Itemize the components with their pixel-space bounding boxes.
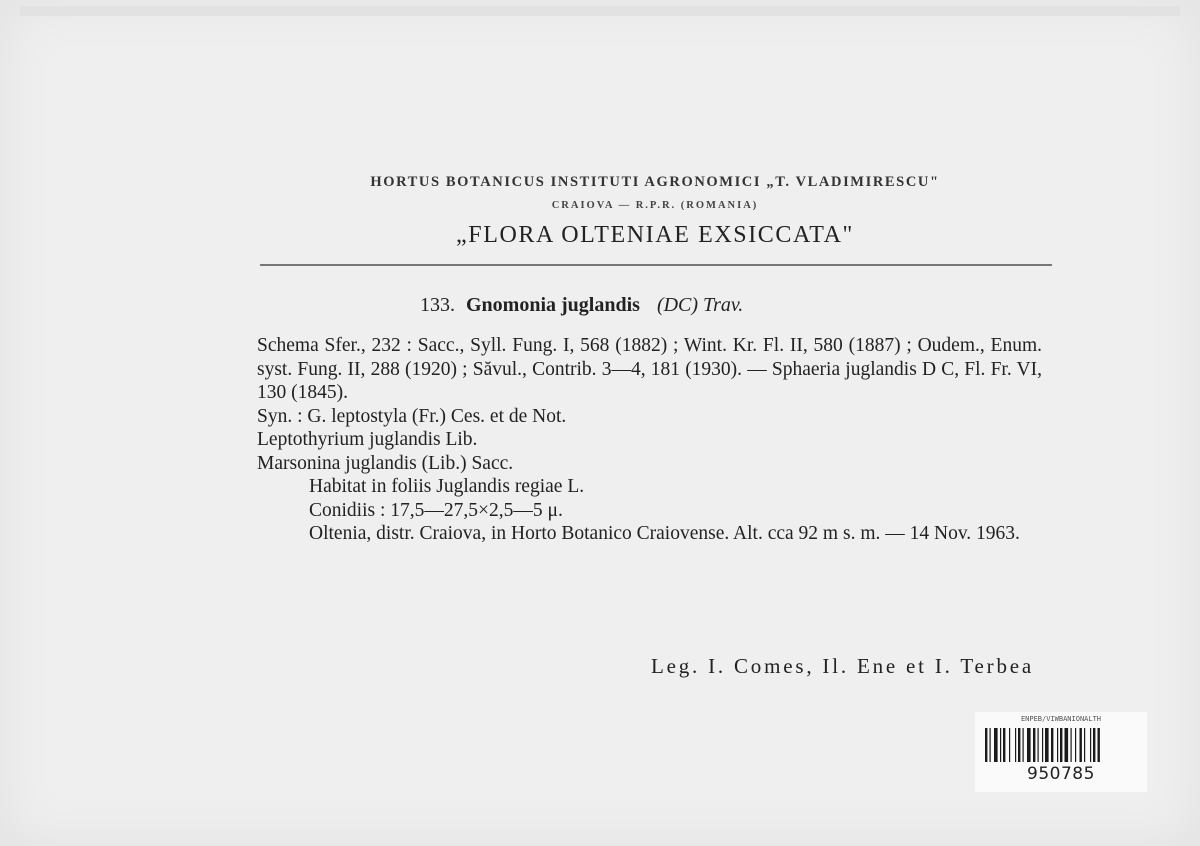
bibliography [257, 334, 1042, 546]
barcode-bar [1075, 728, 1076, 762]
barcode-bar [1084, 728, 1085, 762]
barcode-bar [1051, 728, 1053, 762]
place-line: CRAIOVA — R.P.R. (ROMANIA) [551, 200, 759, 211]
synonym-line: Marsonina juglandis (Lib.) Sacc. [257, 452, 514, 474]
barcode-bar [994, 728, 998, 762]
species-name: Gnomonia juglandis [466, 294, 640, 316]
barcode-bar [1015, 728, 1016, 762]
divider [260, 264, 1052, 266]
species-number: 133. [420, 294, 455, 316]
barcode-bar [1018, 728, 1020, 762]
synonym-line: Leptothyrium juglandis Lib. [257, 429, 478, 450]
barcode-bar [1027, 728, 1031, 762]
barcode-number: 950785 [1027, 764, 1095, 784]
bibliography-entry: Schema Sfer., 232 : Sacc., Syll. Fung. I, 568 (1882) ; Wint. Kr. Fl. II, 580 (1887) ; Oudem., Enum. syst. Fung. II, 288 (1920) ; Săvul., Contrib. 3—4, 181 (1930). — Sphaeria juglandis D C, Fl. Fr. VI, 130 (1845). [257, 335, 1042, 403]
barcode-bar [1098, 728, 1100, 762]
barcode-bar [1093, 728, 1095, 762]
sheet-top-edge [20, 6, 1180, 16]
barcode-bar [1057, 728, 1058, 762]
conidia-line: Conidiis : 17,5—27,5×2,5—5 μ. [309, 499, 563, 521]
barcode-bar [1071, 728, 1072, 762]
barcode-bar [1045, 728, 1049, 762]
barcode-bar [1065, 728, 1069, 762]
barcode-bar [1060, 728, 1062, 762]
synonym-line: Syn. : G. leptostyla (Fr.) Ces. et de Not. [257, 405, 567, 427]
barcode-bar [985, 728, 987, 762]
institution-line: HORTUS BOTANICUS INSTITUTI AGRONOMICI „T. VLADIMIRESCU" [370, 174, 940, 190]
species-authority: (DC) Trav. [656, 294, 744, 316]
barcode-bar [1090, 728, 1091, 762]
barcode-bar [1080, 728, 1082, 762]
barcode-caption: ENPEB/VIWBANIONALTH [1020, 715, 1102, 723]
barcode-bar [1033, 728, 1035, 762]
barcode-bar [1023, 728, 1024, 762]
species-line [420, 294, 743, 317]
barcode-bar [990, 728, 991, 762]
locality-line: Oltenia, distr. Craiova, in Horto Botanico Craiovense. Alt. cca 92 m s. m. — 14 Nov. 1963. [309, 523, 1020, 544]
barcode-bar [1038, 728, 1039, 762]
barcode-bar [1000, 728, 1001, 762]
barcode-bar [1009, 728, 1010, 762]
habitat-line: Habitat in foliis Juglandis regiae L. [309, 476, 585, 497]
collectors-line: Leg. I. Comes, Il. Ene et I. Terbea [650, 654, 1034, 678]
barcode-bars [983, 728, 1139, 762]
barcode-bar [1042, 728, 1043, 762]
barcode-label [975, 712, 1147, 792]
series-title: „FLORA OLTENIAE EXSICCATA" [456, 222, 854, 248]
barcode-bar [1003, 728, 1005, 762]
